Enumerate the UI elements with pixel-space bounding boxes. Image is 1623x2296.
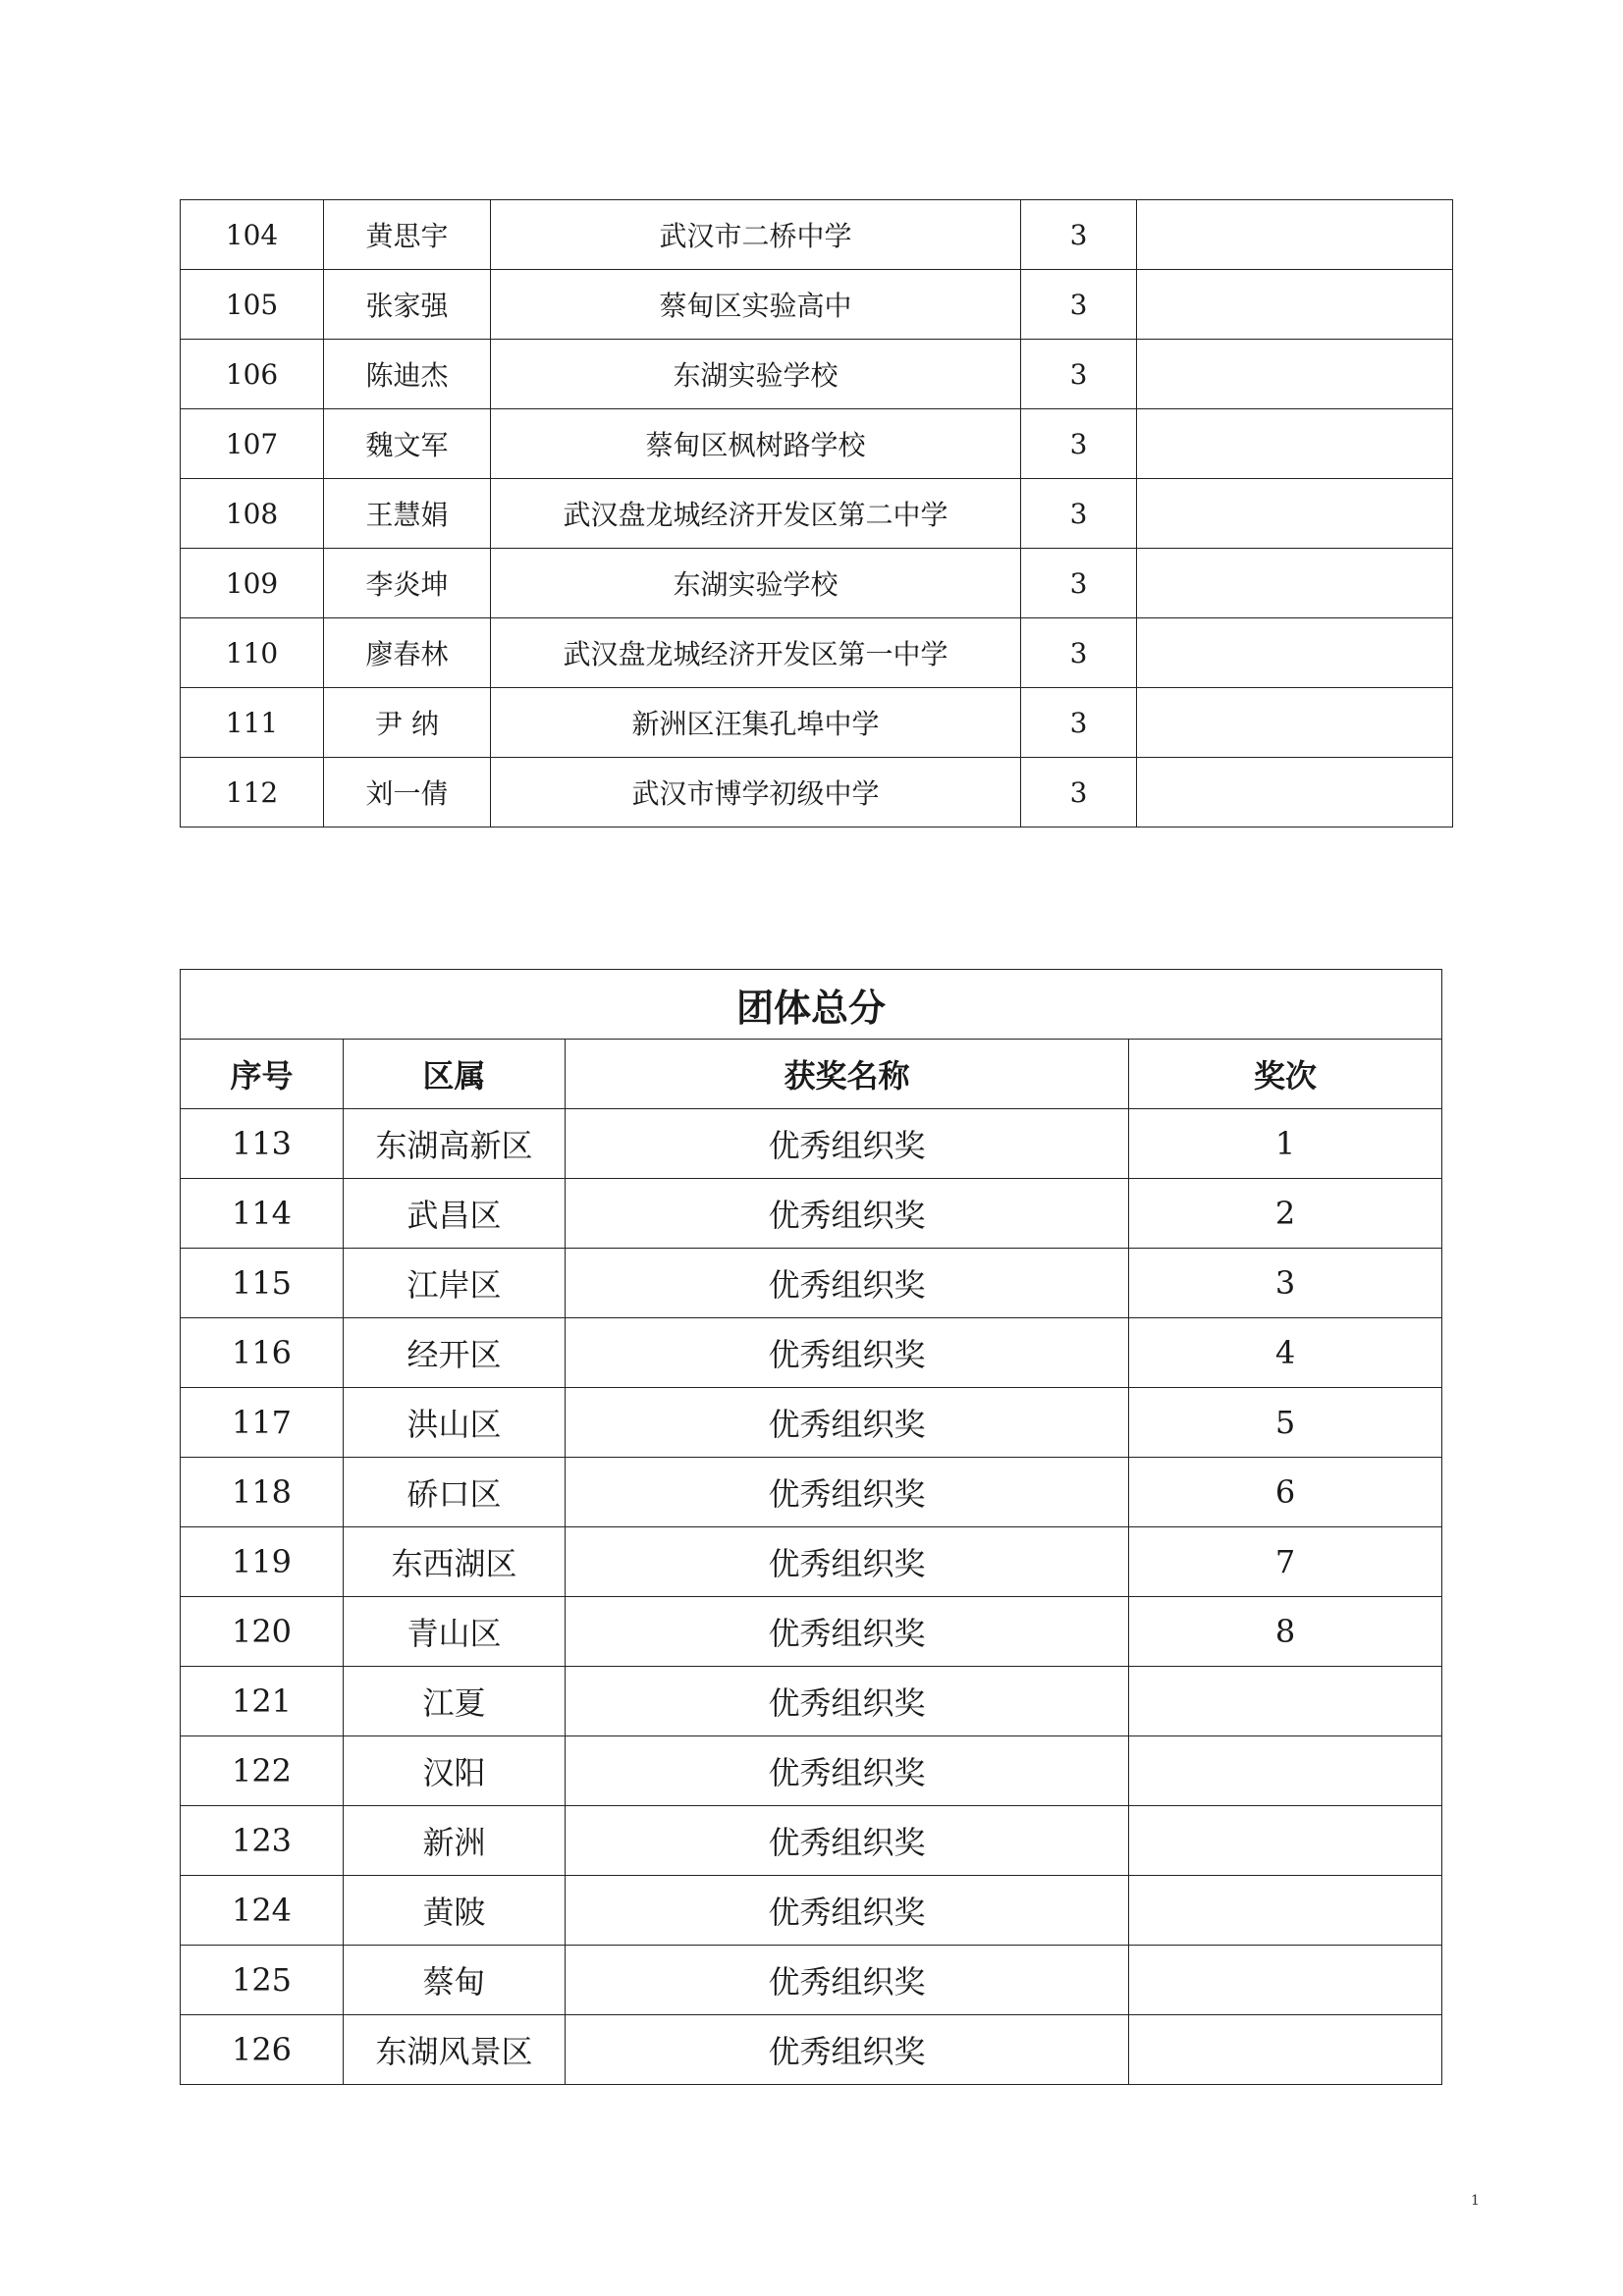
prize-level: 3 [1021,409,1137,479]
award-rank: 1 [1129,1109,1442,1179]
table-header-row [181,1040,1442,1109]
award-name: 优秀组织奖 [566,1876,1129,1946]
header-award: 获奖名称 [566,1040,1129,1109]
award-name: 优秀组织奖 [566,1946,1129,2015]
row-number: 106 [181,340,324,409]
note-cell [1137,758,1453,828]
student-name: 李炎坤 [324,549,491,618]
header-district: 区属 [344,1040,566,1109]
prize-level: 3 [1021,479,1137,549]
award-rank: 3 [1129,1249,1442,1318]
district-name: 汉阳 [344,1736,566,1806]
table-row [181,549,1453,618]
district-name: 硚口区 [344,1458,566,1527]
school-name: 蔡甸区枫树路学校 [491,409,1021,479]
table-row [181,2015,1442,2085]
row-number: 113 [181,1109,344,1179]
table-row [181,1388,1442,1458]
district-name: 东西湖区 [344,1527,566,1597]
table-row [181,1736,1442,1806]
table-row [181,618,1453,688]
row-number: 119 [181,1527,344,1597]
table-row [181,200,1453,270]
prize-level: 3 [1021,270,1137,340]
table-row [181,688,1453,758]
row-number: 117 [181,1388,344,1458]
row-number: 109 [181,549,324,618]
row-number: 111 [181,688,324,758]
district-name: 新洲 [344,1806,566,1876]
award-rank: 7 [1129,1527,1442,1597]
row-number: 108 [181,479,324,549]
award-name: 优秀组织奖 [566,1667,1129,1736]
row-number: 122 [181,1736,344,1806]
prize-level: 3 [1021,758,1137,828]
award-name: 优秀组织奖 [566,1736,1129,1806]
award-name: 优秀组织奖 [566,2015,1129,2085]
district-name: 洪山区 [344,1388,566,1458]
award-name: 优秀组织奖 [566,1458,1129,1527]
prize-level: 3 [1021,688,1137,758]
individual-awards-body [181,200,1453,828]
row-number: 124 [181,1876,344,1946]
row-number: 120 [181,1597,344,1667]
award-name: 优秀组织奖 [566,1179,1129,1249]
award-rank [1129,1876,1442,1946]
prize-level: 3 [1021,200,1137,270]
district-name: 武昌区 [344,1179,566,1249]
row-number: 110 [181,618,324,688]
district-name: 蔡甸 [344,1946,566,2015]
note-cell [1137,618,1453,688]
district-name: 江夏 [344,1667,566,1736]
award-name: 优秀组织奖 [566,1388,1129,1458]
row-number: 105 [181,270,324,340]
individual-awards-table [180,199,1453,828]
award-name: 优秀组织奖 [566,1806,1129,1876]
school-name: 武汉市二桥中学 [491,200,1021,270]
district-name: 东湖高新区 [344,1109,566,1179]
award-rank: 6 [1129,1458,1442,1527]
school-name: 东湖实验学校 [491,340,1021,409]
row-number: 123 [181,1806,344,1876]
note-cell [1137,479,1453,549]
award-name: 优秀组织奖 [566,1249,1129,1318]
district-name: 青山区 [344,1597,566,1667]
team-score-body [181,970,1442,2085]
table-row [181,340,1453,409]
table-row [181,758,1453,828]
note-cell [1137,340,1453,409]
row-number: 125 [181,1946,344,2015]
student-name: 尹 纳 [324,688,491,758]
student-name: 魏文军 [324,409,491,479]
school-name: 东湖实验学校 [491,549,1021,618]
table-row [181,479,1453,549]
table-row [181,1667,1442,1736]
award-rank: 4 [1129,1318,1442,1388]
table-row [181,1318,1442,1388]
table-row [181,1597,1442,1667]
table-row [181,1109,1442,1179]
table-row [181,270,1453,340]
note-cell [1137,200,1453,270]
note-cell [1137,688,1453,758]
table-row [181,1527,1442,1597]
student-name: 陈迪杰 [324,340,491,409]
district-name: 江岸区 [344,1249,566,1318]
award-rank [1129,1946,1442,2015]
header-rank: 奖次 [1129,1040,1442,1109]
school-name: 蔡甸区实验高中 [491,270,1021,340]
student-name: 张家强 [324,270,491,340]
table-row [181,1806,1442,1876]
note-cell [1137,549,1453,618]
row-number: 112 [181,758,324,828]
award-name: 优秀组织奖 [566,1527,1129,1597]
school-name: 武汉盘龙城经济开发区第一中学 [491,618,1021,688]
award-rank [1129,1667,1442,1736]
school-name: 新洲区汪集孔埠中学 [491,688,1021,758]
row-number: 114 [181,1179,344,1249]
award-rank [1129,2015,1442,2085]
student-name: 王慧娟 [324,479,491,549]
row-number: 121 [181,1667,344,1736]
award-name: 优秀组织奖 [566,1109,1129,1179]
student-name: 刘一倩 [324,758,491,828]
table-row [181,1458,1442,1527]
row-number: 118 [181,1458,344,1527]
award-name: 优秀组织奖 [566,1597,1129,1667]
student-name: 黄思宇 [324,200,491,270]
team-score-table [180,969,1442,2085]
student-name: 廖春林 [324,618,491,688]
prize-level: 3 [1021,618,1137,688]
award-rank [1129,1736,1442,1806]
table-row [181,1876,1442,1946]
note-cell [1137,409,1453,479]
award-name: 优秀组织奖 [566,1318,1129,1388]
table-row [181,1179,1442,1249]
row-number: 116 [181,1318,344,1388]
school-name: 武汉盘龙城经济开发区第二中学 [491,479,1021,549]
header-no: 序号 [181,1040,344,1109]
award-rank: 2 [1129,1179,1442,1249]
award-rank: 8 [1129,1597,1442,1667]
row-number: 126 [181,2015,344,2085]
page-number: 1 [1471,2193,1480,2209]
award-rank [1129,1806,1442,1876]
prize-level: 3 [1021,340,1137,409]
district-name: 东湖风景区 [344,2015,566,2085]
table-title-row [181,970,1442,1040]
table-row [181,1946,1442,2015]
prize-level: 3 [1021,549,1137,618]
district-name: 经开区 [344,1318,566,1388]
table-row [181,409,1453,479]
row-number: 104 [181,200,324,270]
table-title: 团体总分 [181,970,1442,1040]
row-number: 115 [181,1249,344,1318]
note-cell [1137,270,1453,340]
table-row [181,1249,1442,1318]
row-number: 107 [181,409,324,479]
school-name: 武汉市博学初级中学 [491,758,1021,828]
award-rank: 5 [1129,1388,1442,1458]
district-name: 黄陂 [344,1876,566,1946]
